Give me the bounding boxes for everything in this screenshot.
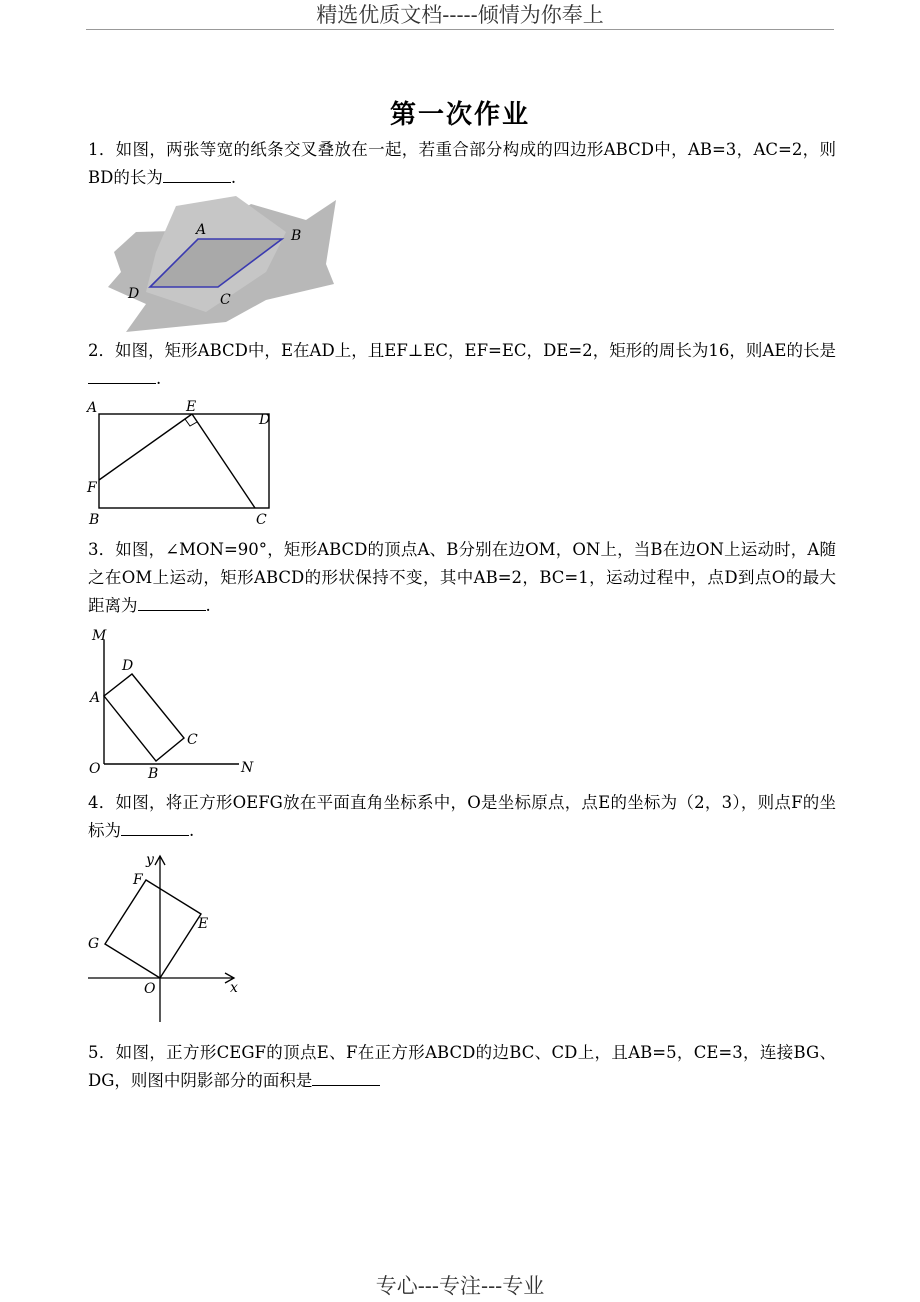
fig1-label-B: B: [291, 228, 302, 244]
question-3: [88, 536, 836, 620]
fig3-label-N: N: [241, 760, 254, 776]
fig4-label-x: x: [230, 980, 238, 996]
answer-blank-4[interactable]: [121, 817, 189, 836]
answer-blank-1[interactable]: [163, 164, 231, 183]
figure-1-rhombus: [86, 192, 336, 334]
fig2-label-E: E: [186, 399, 197, 415]
header-divider: [86, 29, 834, 30]
fig2-label-F: F: [87, 480, 97, 496]
segment-ef: [99, 414, 192, 480]
question-5-text: 5．如图，正方形CEGF的顶点E、F在正方形ABCD的边BC、CD上，且AB=5，CE=3，连接BG、DG，则图中阴影部分的面积是: [88, 1043, 836, 1090]
fig4-label-E: E: [198, 916, 209, 932]
fig3-label-D: D: [122, 658, 134, 674]
fig1-label-A: A: [196, 222, 207, 238]
question-4: [88, 789, 836, 845]
fig3-label-O: O: [89, 761, 101, 777]
fig2-label-B: B: [89, 512, 100, 528]
segment-ec: [192, 414, 255, 508]
fig3-label-C: C: [187, 732, 198, 748]
fig4-label-O: O: [144, 981, 156, 997]
question-1: [88, 136, 836, 192]
fig3-label-M: M: [92, 628, 107, 644]
figure-3-angle: [84, 626, 264, 780]
question-4-text: 4．如图，将正方形OEFG放在平面直角坐标系中，O是坐标原点，点E的坐标为（2，3），则点F的坐标为: [88, 793, 836, 840]
page-title: 第一次作业: [389, 100, 530, 130]
fig2-label-A: A: [87, 400, 98, 416]
figure-4-coordinate-square: [84, 846, 244, 1026]
question-2-text: 2．如图，矩形ABCD中，E在AD上，且EF⊥EC，EF=EC，DE=2，矩形的周长为16，则AE的长是: [88, 341, 836, 360]
figure-2-rectangle: [84, 396, 284, 530]
answer-blank-3[interactable]: [138, 592, 206, 611]
rectangle-abcd: [104, 674, 184, 761]
answer-blank-2[interactable]: [88, 365, 156, 384]
question-2-tail: .: [156, 369, 162, 388]
question-5: [88, 1039, 836, 1095]
right-angle-mark: [185, 419, 197, 426]
square-oefg: [105, 880, 201, 978]
question-3-text: 3．如图，∠MON=90°，矩形ABCD的顶点A、B分别在边OM，ON上，当B在边ON上运动时，A随之在OM上运动，矩形ABCD的形状保持不变，其中AB=2，BC=1，运动过程中，点D到点O的最大距离为: [88, 540, 836, 615]
fig1-label-D: D: [128, 286, 140, 302]
question-3-tail: .: [205, 596, 211, 615]
question-2: [88, 337, 836, 393]
fig4-label-y: y: [146, 852, 154, 868]
fig1-label-C: C: [220, 292, 231, 308]
question-1-tail: .: [230, 168, 237, 187]
rectangle-abcd: [99, 414, 269, 508]
answer-blank-5[interactable]: [312, 1067, 380, 1086]
question-1-text: 1．如图，两张等宽的纸条交叉叠放在一起，若重合部分构成的四边形ABCD中，AB=3，AC=2，则BD的长为: [88, 140, 836, 187]
page-header: 精选优质文档-----倾情为你奉上: [316, 3, 604, 27]
fig4-label-G: G: [88, 936, 100, 952]
question-4-tail: .: [189, 821, 195, 840]
fig2-label-D: D: [259, 412, 271, 428]
page-footer: 专心---专注---专业: [375, 1274, 545, 1298]
fig2-label-C: C: [256, 512, 267, 528]
fig3-label-A: A: [90, 690, 101, 706]
fig3-label-B: B: [148, 766, 159, 780]
fig4-label-F: F: [133, 872, 143, 888]
